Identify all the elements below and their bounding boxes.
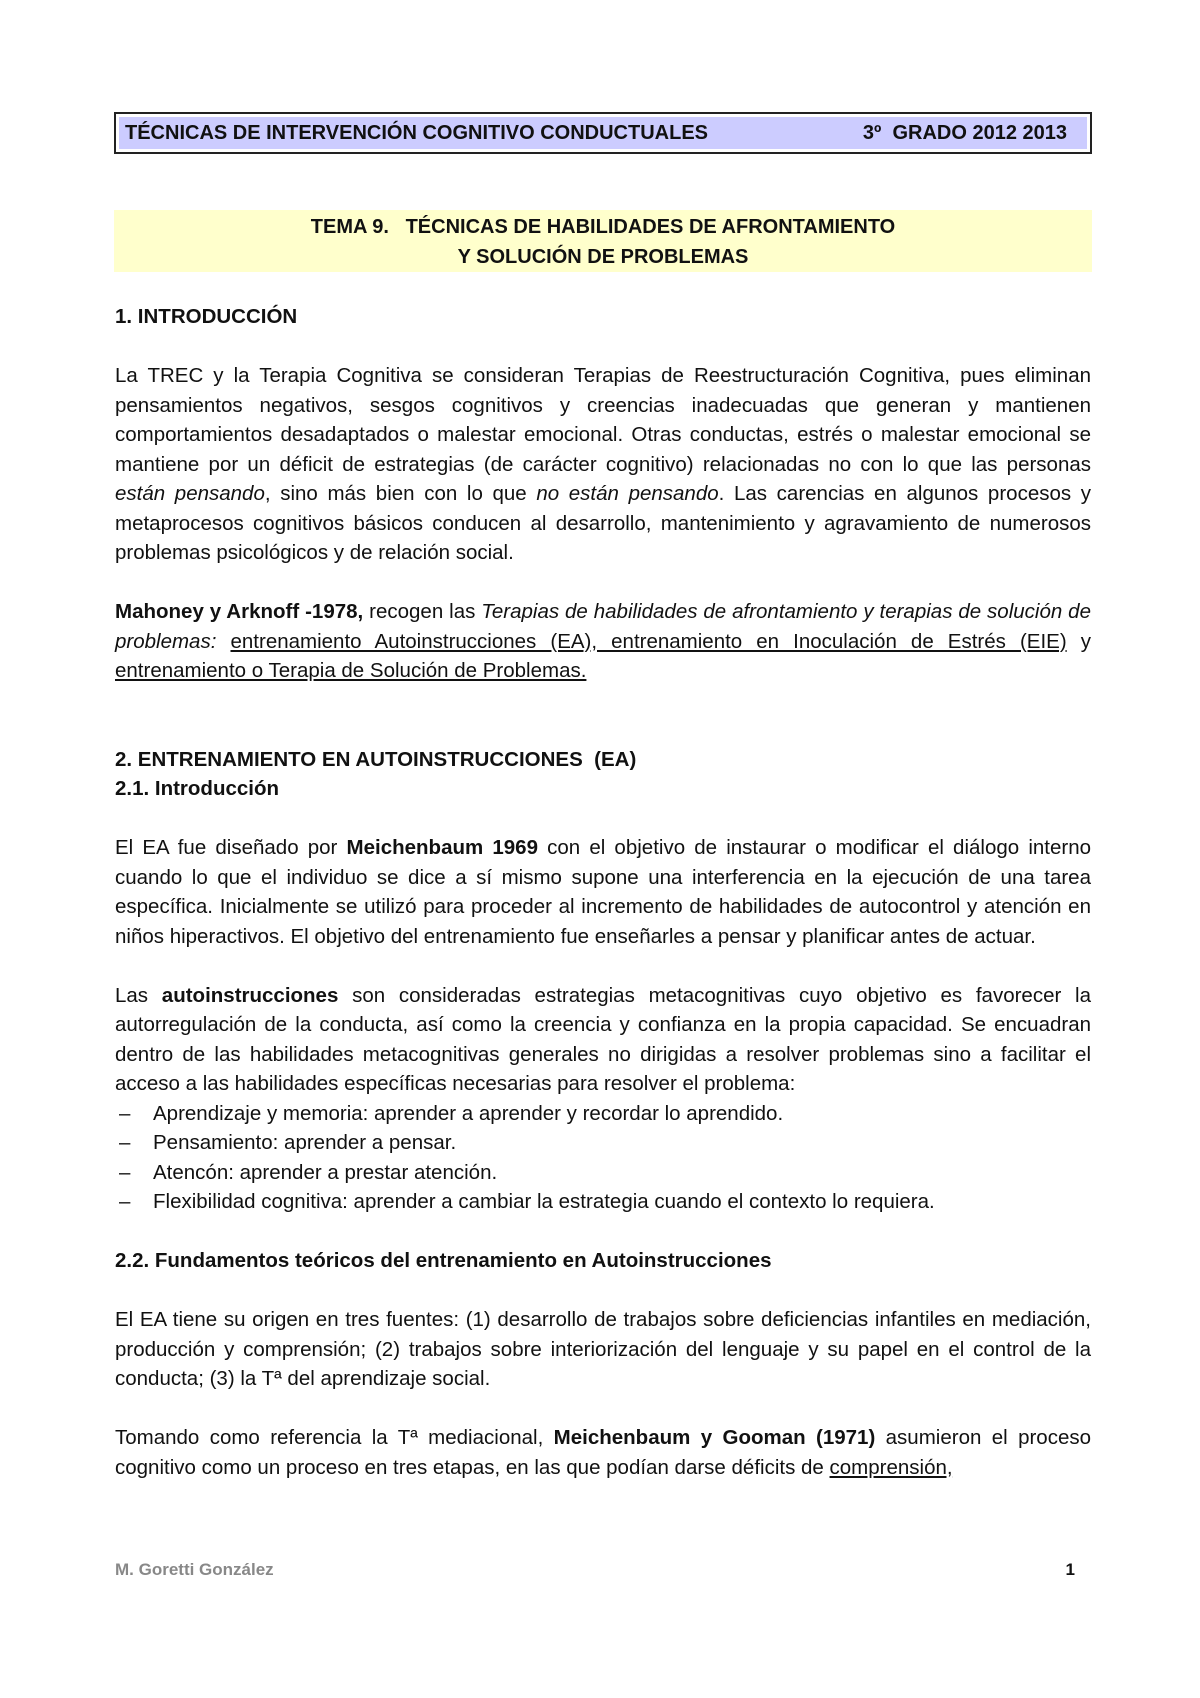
course-grade: 3º GRADO 2012 2013 <box>862 121 1067 144</box>
document-body <box>115 302 1097 1482</box>
subsection-heading-introduccion: 2.1. Introducción <box>115 777 280 800</box>
bold-run: Mahoney y Arknoff -1978, <box>115 600 364 623</box>
list-item: – Aprendizaje y memoria: aprender a aprender y recordar lo aprendido. <box>115 1099 1091 1129</box>
text-run: con el objetivo de instaurar o modificar el diálogo interno cuando lo que el individuo se dice a sí mismo supone una interferencia en la ejecución de una tarea específica. Inicialmente se utilizó para proceder al incremento de habilidades de autocontrol y atención en niños hiperactivos. El objetivo del entrenamiento fue enseñarles a pensar y planificar antes de actuar. <box>115 836 1092 948</box>
underlined-run: comprensión, <box>829 1455 953 1479</box>
text-run: asumieron el proceso cognitivo como un proceso en tres etapas, en las que podían darse déficits de <box>115 1426 1091 1479</box>
text-run: El EA fue diseñado por <box>115 836 347 859</box>
paragraph-ea-origin <box>115 833 1091 951</box>
paragraph-intro <box>115 361 1091 568</box>
course-header-bar <box>119 117 1087 149</box>
text-run: . Las carencias en algunos procesos y metaprocesos cognitivos básicos conducen al desarrollo, mantenimiento y agravamiento de numerosos problemas psicológicos y de relación social. <box>115 482 1092 564</box>
bold-run: Meichenbaum 1969 <box>346 836 538 859</box>
bold-run: autoinstrucciones <box>161 983 339 1007</box>
page-footer <box>115 1560 1075 1580</box>
paragraph-origen-fuentes: El EA tiene su origen en tres fuentes: (1) desarrollo de trabajos sobre deficiencias infantiles en mediación, producción y comprensión; (2) trabajos sobre interiorización del lenguaje y su papel en el control de la conducta; (3) la Tª del aprendizaje social. <box>115 1308 1091 1390</box>
topic-title <box>114 210 1092 272</box>
text-run: Las <box>115 983 162 1007</box>
text-run: son consideradas estrategias metacognitivas cuyo objetivo es favorecer la autorregulación de la conducta, así como la creencia y confianza en la propia capacidad. Se encuadran dentro de las habilidades metacognitivas generales no dirigidas a resolver problemas sino a facilitar el acceso a las habilidades específicas necesarias para resolver el problema: <box>115 983 1091 1095</box>
italic-run: no están pensando <box>536 482 719 505</box>
paragraph-autoinstrucciones <box>115 981 1091 1099</box>
underlined-run: entrenamiento o Terapia de Solución de Problemas. <box>115 659 587 682</box>
text-run <box>216 630 230 653</box>
italic-run: Terapias de habilidades de afrontamiento y terapias de solución de problemas: <box>115 600 1091 653</box>
list-item: – Atencón: aprender a prestar atención. <box>115 1158 1091 1188</box>
footer-author: M. Goretti González <box>115 1560 274 1579</box>
page-number: 1 <box>1065 1560 1075 1579</box>
list-item: – Pensamiento: aprender a pensar. <box>115 1128 1091 1158</box>
paragraph-mahoney <box>115 597 1097 686</box>
topic-title-line2: Y SOLUCIÓN DE PROBLEMAS <box>457 246 749 268</box>
course-header <box>114 112 1092 154</box>
skills-list <box>115 1099 1091 1217</box>
bold-run: Meichenbaum y Gooman (1971) <box>553 1426 876 1449</box>
text-run: , sino más bien con lo que <box>264 482 537 505</box>
list-item: – Flexibilidad cognitiva: aprender a cambiar la estrategia cuando el contexto lo requiera. <box>115 1187 1091 1217</box>
italic-run: están pensando <box>115 482 265 505</box>
text-run: Tomando como referencia la Tª mediacional, <box>115 1426 554 1449</box>
text-run: y <box>1066 629 1097 653</box>
section-heading-autoinstrucciones: 2. ENTRENAMIENTO EN AUTOINSTRUCCIONES (EA) <box>115 747 637 771</box>
underlined-run: entrenamiento Autoinstrucciones (EA), entrenamiento en Inoculación de Estrés (EIE) <box>230 629 1067 653</box>
topic-title-line1: TEMA 9. TÉCNICAS DE HABILIDADES DE AFRONTAMIENTO <box>310 216 896 238</box>
section-heading-introduccion: 1. INTRODUCCIÓN <box>115 305 298 328</box>
course-name: TÉCNICAS DE INTERVENCIÓN COGNITIVO CONDUCTUALES <box>125 121 708 144</box>
text-run: recogen las <box>363 600 482 623</box>
text-run: La TREC y la Terapia Cognitiva se consideran Terapias de Reestructuración Cognitiva, pues eliminan pensamientos negativos, sesgos cognitivos y creencias inadecuadas que generan y mantienen comportamientos desadaptados o malestar emocional. Otras conductas, estrés o malestar emocional se mantiene por un déficit de estrategias (de carácter cognitivo) relacionadas no con lo que las personas <box>115 364 1091 476</box>
paragraph-meichenbaum-gooman <box>115 1423 1091 1482</box>
subsection-heading-fundamentos: 2.2. Fundamentos teóricos del entrenamiento en Autoinstrucciones <box>115 1249 772 1272</box>
